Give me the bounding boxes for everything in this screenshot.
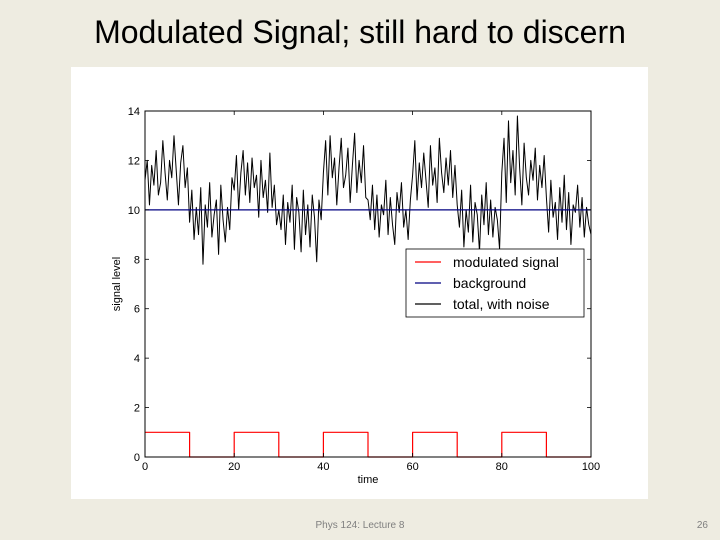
legend-label-background: background — [453, 275, 527, 291]
y-tick-label: 10 — [127, 204, 140, 217]
legend-label-total-with-noise: total, with noise — [453, 296, 550, 312]
y-tick-label: 2 — [133, 402, 140, 415]
y-tick-label: 14 — [127, 106, 140, 118]
line-chart — [71, 67, 648, 499]
y-tick-label: 4 — [133, 353, 140, 366]
series-line-modulated-signal — [145, 432, 591, 457]
y-tick-label: 12 — [127, 155, 140, 168]
slide-title: Modulated Signal; still hard to discern — [94, 14, 626, 50]
y-tick-label: 0 — [133, 452, 140, 464]
slide-number: 26 — [696, 520, 708, 531]
series-line-total-with-noise — [145, 116, 591, 264]
x-tick-label: 40 — [317, 461, 330, 473]
x-tick-label: 60 — [406, 461, 419, 473]
legend-label-modulated-signal: modulated signal — [453, 254, 559, 270]
x-tick-label: 100 — [581, 461, 601, 473]
chart-figure — [71, 67, 648, 499]
y-tick-label: 8 — [133, 254, 140, 267]
y-axis-label: signal level — [111, 256, 123, 312]
slide-footer: Phys 124: Lecture 8 — [315, 520, 405, 531]
x-axis-label: time — [357, 474, 379, 486]
legend — [406, 249, 584, 317]
x-tick-label: 0 — [141, 461, 149, 473]
x-tick-label: 80 — [495, 461, 508, 473]
y-tick-label: 6 — [133, 303, 140, 316]
x-tick-label: 20 — [228, 461, 241, 473]
